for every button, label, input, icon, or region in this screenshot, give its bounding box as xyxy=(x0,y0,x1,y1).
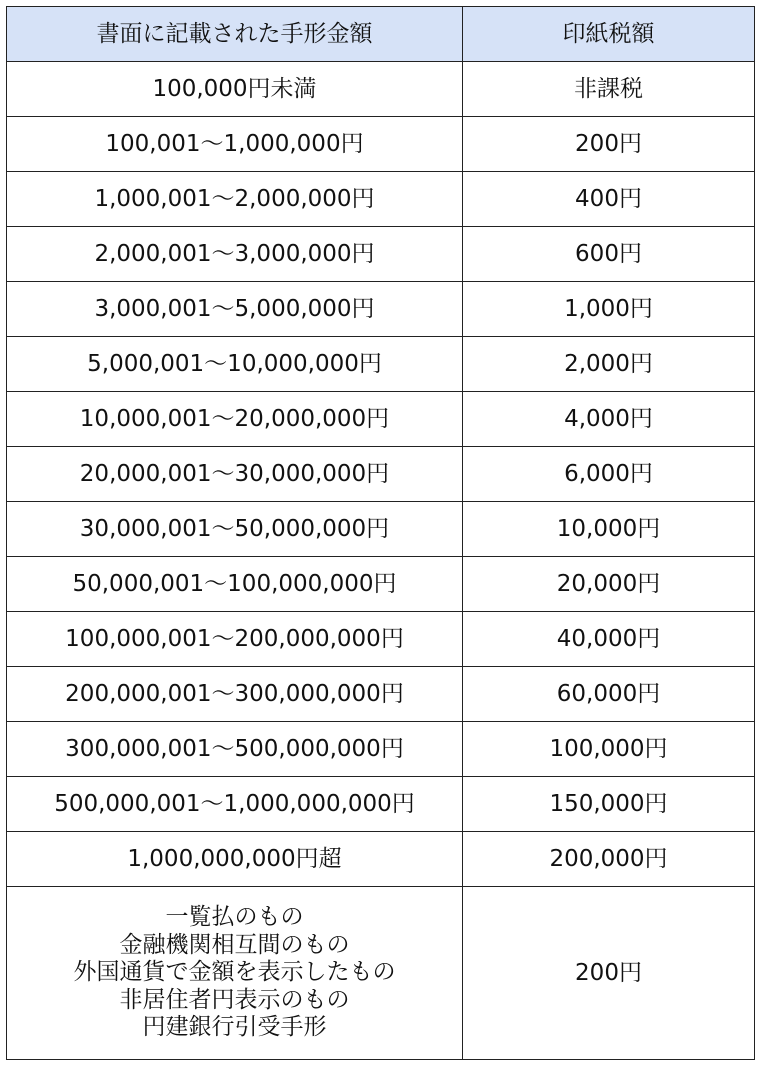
table-row xyxy=(7,172,755,227)
tax-cell: 20,000円 xyxy=(463,557,755,612)
table-row xyxy=(7,62,755,117)
special-conditions xyxy=(7,904,462,1042)
table-row xyxy=(7,502,755,557)
tax-cell: 10,000円 xyxy=(463,502,755,557)
header-row xyxy=(7,7,755,62)
table-row xyxy=(7,777,755,832)
special-tax-cell: 200円 xyxy=(463,887,755,1060)
amount-cell: 100,000円未満 xyxy=(7,62,463,117)
tax-cell: 1,000円 xyxy=(463,282,755,337)
amount-cell: 20,000,001〜30,000,000円 xyxy=(7,447,463,502)
special-condition-line: 外国通貨で金額を表示したもの xyxy=(73,959,396,986)
table-row xyxy=(7,392,755,447)
tax-cell: 150,000円 xyxy=(463,777,755,832)
table-row xyxy=(7,667,755,722)
amount-cell: 200,000,001〜300,000,000円 xyxy=(7,667,463,722)
table-body xyxy=(7,62,755,1060)
tax-cell: 4,000円 xyxy=(463,392,755,447)
table-row xyxy=(7,227,755,282)
amount-cell: 30,000,001〜50,000,000円 xyxy=(7,502,463,557)
tax-cell: 40,000円 xyxy=(463,612,755,667)
table-row xyxy=(7,337,755,392)
tax-cell: 非課税 xyxy=(463,62,755,117)
header-tax: 印紙税額 xyxy=(463,7,755,62)
amount-cell: 2,000,001〜3,000,000円 xyxy=(7,227,463,282)
tax-cell: 200円 xyxy=(463,117,755,172)
special-row xyxy=(7,887,755,1060)
tax-cell: 400円 xyxy=(463,172,755,227)
amount-cell: 1,000,001〜2,000,000円 xyxy=(7,172,463,227)
table-row xyxy=(7,722,755,777)
special-condition-line: 一覧払のもの xyxy=(165,904,304,931)
special-condition-line: 円建銀行引受手形 xyxy=(142,1014,327,1041)
table-row xyxy=(7,557,755,612)
amount-cell: 3,000,001〜5,000,000円 xyxy=(7,282,463,337)
tax-cell: 200,000円 xyxy=(463,832,755,887)
special-condition-line: 非居住者円表示のもの xyxy=(119,986,350,1013)
amount-cell: 100,000,001〜200,000,000円 xyxy=(7,612,463,667)
amount-cell: 100,001〜1,000,000円 xyxy=(7,117,463,172)
amount-cell: 50,000,001〜100,000,000円 xyxy=(7,557,463,612)
table-row xyxy=(7,447,755,502)
tax-cell: 100,000円 xyxy=(463,722,755,777)
special-amount-cell xyxy=(7,887,463,1060)
stamp-tax-table xyxy=(6,6,755,1060)
table-row xyxy=(7,612,755,667)
table-row xyxy=(7,282,755,337)
header-amount: 書面に記載された手形金額 xyxy=(7,7,463,62)
tax-cell: 60,000円 xyxy=(463,667,755,722)
special-condition-line: 金融機関相互間のもの xyxy=(119,931,350,958)
amount-cell: 5,000,001〜10,000,000円 xyxy=(7,337,463,392)
amount-cell: 500,000,001〜1,000,000,000円 xyxy=(7,777,463,832)
table-header xyxy=(7,7,755,62)
amount-cell: 10,000,001〜20,000,000円 xyxy=(7,392,463,447)
table-row xyxy=(7,117,755,172)
amount-cell: 300,000,001〜500,000,000円 xyxy=(7,722,463,777)
tax-cell: 6,000円 xyxy=(463,447,755,502)
tax-cell: 2,000円 xyxy=(463,337,755,392)
table-row xyxy=(7,832,755,887)
amount-cell: 1,000,000,000円超 xyxy=(7,832,463,887)
tax-cell: 600円 xyxy=(463,227,755,282)
